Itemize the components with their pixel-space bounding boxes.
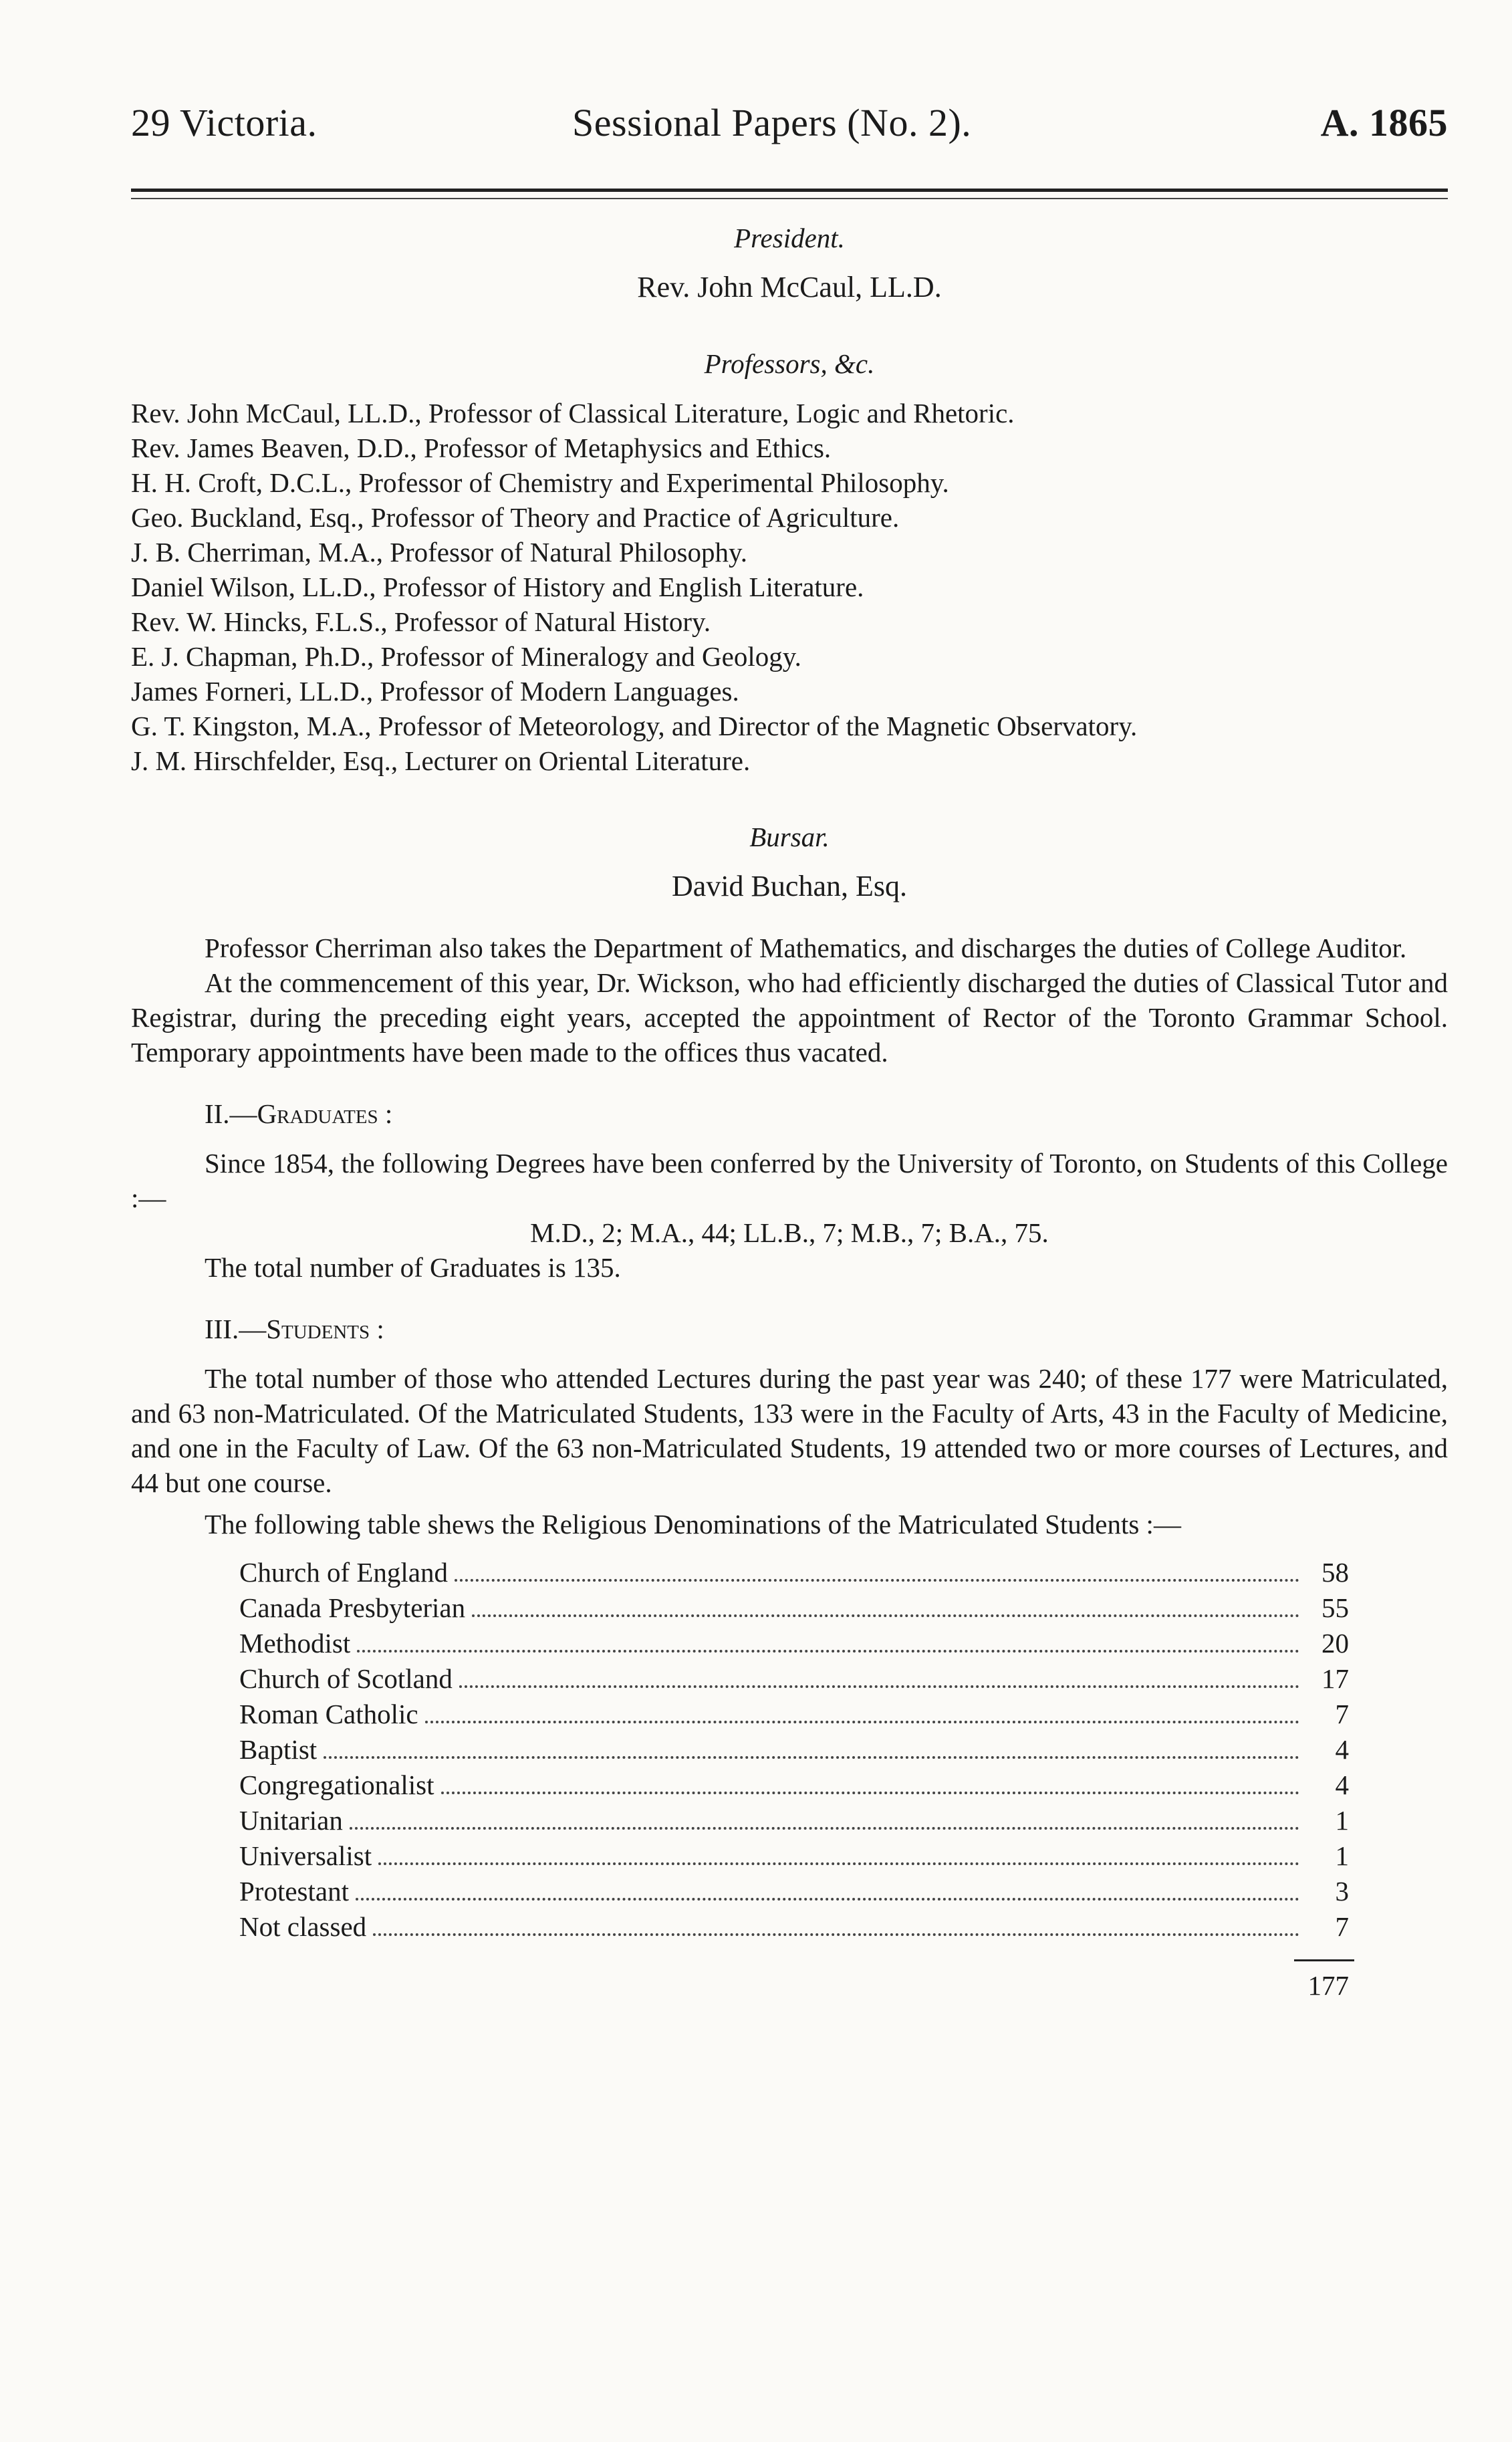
denomination-label: Unitarian	[239, 1805, 343, 1836]
denomination-count: 20	[1321, 1628, 1349, 1659]
denomination-label: Church of England	[239, 1557, 448, 1588]
denomination-count: 4	[1335, 1734, 1349, 1765]
table-row	[239, 1803, 1349, 1838]
graduates-total: The total number of Graduates is 135.	[205, 1252, 621, 1283]
denomination-count: 3	[1335, 1876, 1349, 1907]
denomination-label: Baptist	[239, 1734, 318, 1765]
denomination-label: Roman Catholic	[239, 1699, 418, 1729]
denomination-label: Canada Presbyterian	[239, 1592, 466, 1623]
professor-entry: James Forneri, LL.D., Professor of Modern Languages.	[131, 676, 739, 707]
professor-entry: Rev. W. Hincks, F.L.S., Professor of Natural History.	[131, 606, 711, 637]
degrees-line: M.D., 2; M.A., 44; LL.B., 7; M.B., 7; B.A., 75.	[530, 1217, 1049, 1248]
total-rule	[1294, 1959, 1354, 1961]
professor-entry: Geo. Buckland, Esq., Professor of Theory and Practice of Agriculture.	[131, 502, 900, 533]
students-heading-number: III.—	[205, 1314, 267, 1344]
president-name: Rev. John McCaul, LL.D.	[637, 271, 942, 303]
denomination-label: Universalist	[239, 1840, 372, 1871]
students-text: The total number of those who attended Lectures during the past year was 240; of these 177 were Matriculated, and 63 non-Matriculated. Of the Matriculated Students, 133 were in the Faculty of Arts, 43 in the Faculty of Medicine, and one in the Faculty of Law. Of the 63 non-Matriculated Students, 19 attended two or more courses of Lectures, and 44 but one course.	[131, 1363, 1448, 1498]
professor-entry: Rev. James Beaven, D.D., Professor of Metaphysics and Ethics.	[131, 433, 832, 463]
denomination-count: 1	[1335, 1805, 1349, 1836]
running-header	[131, 100, 1448, 160]
header-rule-thick	[131, 189, 1448, 192]
header-session: 29 Victoria.	[131, 101, 318, 144]
students-heading	[131, 1312, 1448, 1346]
table-row	[239, 1590, 1349, 1626]
table-row	[239, 1838, 1349, 1874]
professor-entry: J. M. Hirschfelder, Esq., Lecturer on Oriental Literature.	[131, 745, 751, 776]
professor-entry: Daniel Wilson, LL.D., Professor of History and English Literature.	[131, 572, 864, 602]
denomination-count: 4	[1335, 1769, 1349, 1800]
header-title: Sessional Papers (No. 2).	[572, 101, 972, 144]
table-row	[239, 1626, 1349, 1661]
professor-entry: Rev. John McCaul, LL.D., Professor of Classical Literature, Logic and Rhetoric.	[131, 398, 1015, 429]
table-row	[239, 1767, 1349, 1803]
table-row	[239, 1555, 1349, 1590]
header-rule-thin	[131, 198, 1448, 199]
table-row	[239, 1874, 1349, 1909]
header-year: A. 1865	[1320, 101, 1448, 144]
president-heading: President.	[734, 223, 845, 253]
graduates-heading-word: Graduates :	[257, 1098, 393, 1129]
denomination-label: Church of Scotland	[239, 1663, 453, 1694]
professor-entry: E. J. Chapman, Ph.D., Professor of Mineralogy and Geology.	[131, 641, 801, 672]
table-row	[239, 1732, 1349, 1767]
professor-entry: H. H. Croft, D.C.L., Professor of Chemistry and Experimental Philosophy.	[131, 467, 949, 498]
denomination-count: 17	[1321, 1663, 1349, 1694]
paragraph-auditor: Professor Cherriman also takes the Department of Mathematics, and discharges the duties of College Auditor.	[205, 933, 1407, 963]
professors-list	[131, 396, 1448, 778]
denomination-label: Protestant	[239, 1876, 349, 1907]
denomination-count: 55	[1321, 1592, 1349, 1623]
table-row	[239, 1697, 1349, 1732]
denomination-count: 58	[1321, 1557, 1349, 1588]
professors-heading: Professors, &c.	[704, 348, 875, 379]
professor-entry: G. T. Kingston, M.A., Professor of Meteorology, and Director of the Magnetic Observatory.	[131, 711, 1138, 741]
denomination-label: Methodist	[239, 1628, 351, 1659]
students-heading-word: Students :	[266, 1314, 384, 1344]
paragraph-appointments: At the commencement of this year, Dr. Wickson, who had efficiently discharged the duties of Classical Tutor and Registrar, during the preceding eight years, accepted the appointment of Rector of the Toronto Grammar School. Temporary appointments have been made to the offices thus vacated.	[131, 967, 1448, 1068]
graduates-heading-number: II.—	[205, 1098, 257, 1129]
denomination-count: 1	[1335, 1840, 1349, 1871]
bursar-heading: Bursar.	[749, 822, 830, 852]
denomination-count: 7	[1335, 1699, 1349, 1729]
professor-entry: J. B. Cherriman, M.A., Professor of Natural Philosophy.	[131, 537, 748, 568]
denominations-table	[239, 1555, 1349, 1945]
graduates-text: Since 1854, the following Degrees have been conferred by the University of Toronto, on Students of this College :—	[131, 1148, 1448, 1213]
graduates-heading	[131, 1096, 1448, 1131]
table-row	[239, 1909, 1349, 1945]
denomination-label: Congregationalist	[239, 1769, 434, 1800]
bursar-name: David Buchan, Esq.	[672, 870, 907, 902]
denominations-total: 177	[1307, 1970, 1349, 2001]
denomination-label: Not classed	[239, 1911, 367, 1942]
table-row	[239, 1661, 1349, 1697]
denomination-count: 7	[1335, 1911, 1349, 1942]
document-body	[131, 221, 1448, 2003]
table-intro: The following table shews the Religious Denominations of the Matriculated Students :—	[205, 1509, 1181, 1540]
